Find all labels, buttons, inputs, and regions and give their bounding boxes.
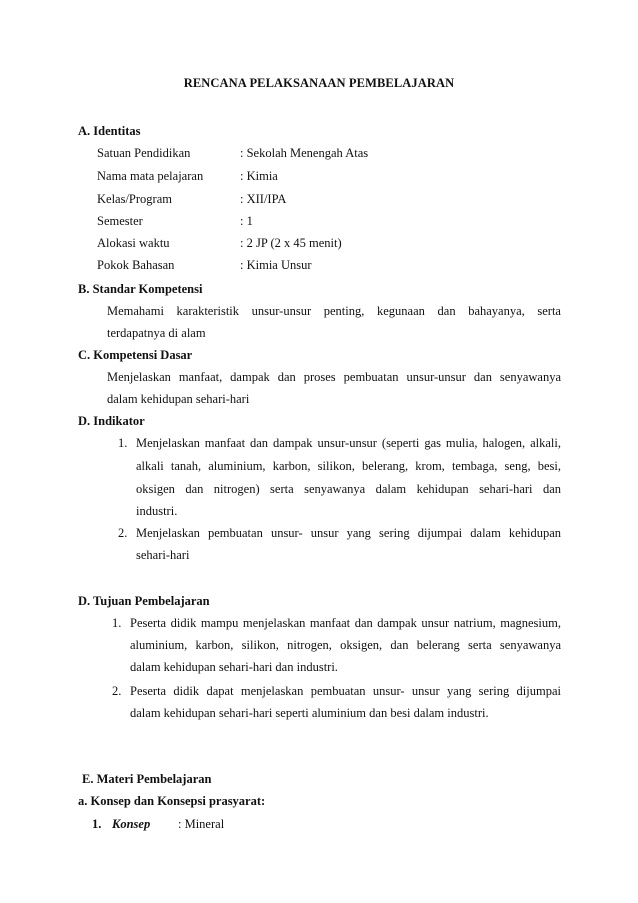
identitas-value: : 2 JP (2 x 45 menit)	[240, 236, 342, 250]
identitas-label: Pokok Bahasan	[97, 258, 175, 272]
list-item-line: dalam kehidupan sehari-hari dan industri.	[130, 660, 338, 674]
identitas-label: Satuan Pendidikan	[97, 146, 191, 160]
list-number: 1.	[118, 436, 128, 450]
section-heading-materi-pembelajaran: E. Materi Pembelajaran	[82, 772, 212, 786]
section-heading-indikator: D. Indikator	[78, 414, 145, 428]
list-item-line: sehari-hari	[136, 548, 190, 562]
list-number: 2.	[112, 684, 122, 698]
list-number: 1.	[92, 817, 102, 831]
list-number: 2.	[118, 526, 128, 540]
section-heading-standar-kompetensi: B. Standar Kompetensi	[78, 282, 203, 296]
identitas-label: Kelas/Program	[97, 192, 172, 206]
paragraph-line: Menjelaskan manfaat, dampak dan proses pembuatan unsur-unsur dan senyawanya	[107, 370, 561, 384]
identitas-value: : Sekolah Menengah Atas	[240, 146, 369, 160]
list-item-line: industri.	[136, 504, 178, 518]
list-item-line: Menjelaskan pembuatan unsur- unsur yang sering dijumpai dalam kehidupan	[136, 526, 561, 540]
identitas-value: : Kimia Unsur	[240, 258, 312, 272]
konsep-value: : Mineral	[178, 817, 225, 831]
section-heading-identitas: A. Identitas	[78, 124, 141, 138]
paragraph-line: terdapatnya di alam	[107, 326, 206, 340]
page-title: RENCANA PELAKSANAAN PEMBELAJARAN	[183, 76, 455, 90]
list-item-line: oksigen dan nitrogen) serta senyawanya dalam kehidupan sehari-hari dan	[136, 482, 561, 496]
identitas-value: : 1	[240, 214, 253, 228]
section-heading-tujuan-pembelajaran: D. Tujuan Pembelajaran	[78, 594, 210, 608]
konsep-label: Konsep	[112, 817, 151, 831]
identitas-label: Nama mata pelajaran	[97, 169, 204, 183]
list-item-line: Menjelaskan manfaat dan dampak unsur-unsur (seperti gas mulia, halogen, alkali,	[136, 436, 561, 450]
list-number: 1.	[112, 616, 122, 630]
list-item-line: Peserta didik mampu menjelaskan manfaat dan dampak unsur natrium, magnesium,	[130, 616, 561, 630]
identitas-label: Semester	[97, 214, 143, 228]
section-heading-kompetensi-dasar: C. Kompetensi Dasar	[78, 348, 193, 362]
list-item-line: aluminium, karbon, silikon, nitrogen, oksigen, dan belerang serta senyawanya	[130, 638, 561, 652]
identitas-value: : Kimia	[240, 169, 278, 183]
identitas-value: : XII/IPA	[240, 192, 287, 206]
identitas-label: Alokasi waktu	[97, 236, 170, 250]
list-item-line: dalam kehidupan sehari-hari seperti aluminium dan besi dalam industri.	[130, 706, 489, 720]
paragraph-line: dalam kehidupan sehari-hari	[107, 392, 250, 406]
paragraph-line: Memahami karakteristik unsur-unsur penting, kegunaan dan bahayanya, serta	[107, 304, 561, 318]
sub-heading-konsep-prasyarat: a. Konsep dan Konsepsi prasyarat:	[78, 794, 266, 808]
list-item-line: alkali tanah, aluminium, karbon, silikon, belerang, krom, tembaga, seng, besi,	[136, 459, 561, 473]
list-item-line: Peserta didik dapat menjelaskan pembuatan unsur- unsur yang sering dijumpai	[130, 684, 561, 698]
